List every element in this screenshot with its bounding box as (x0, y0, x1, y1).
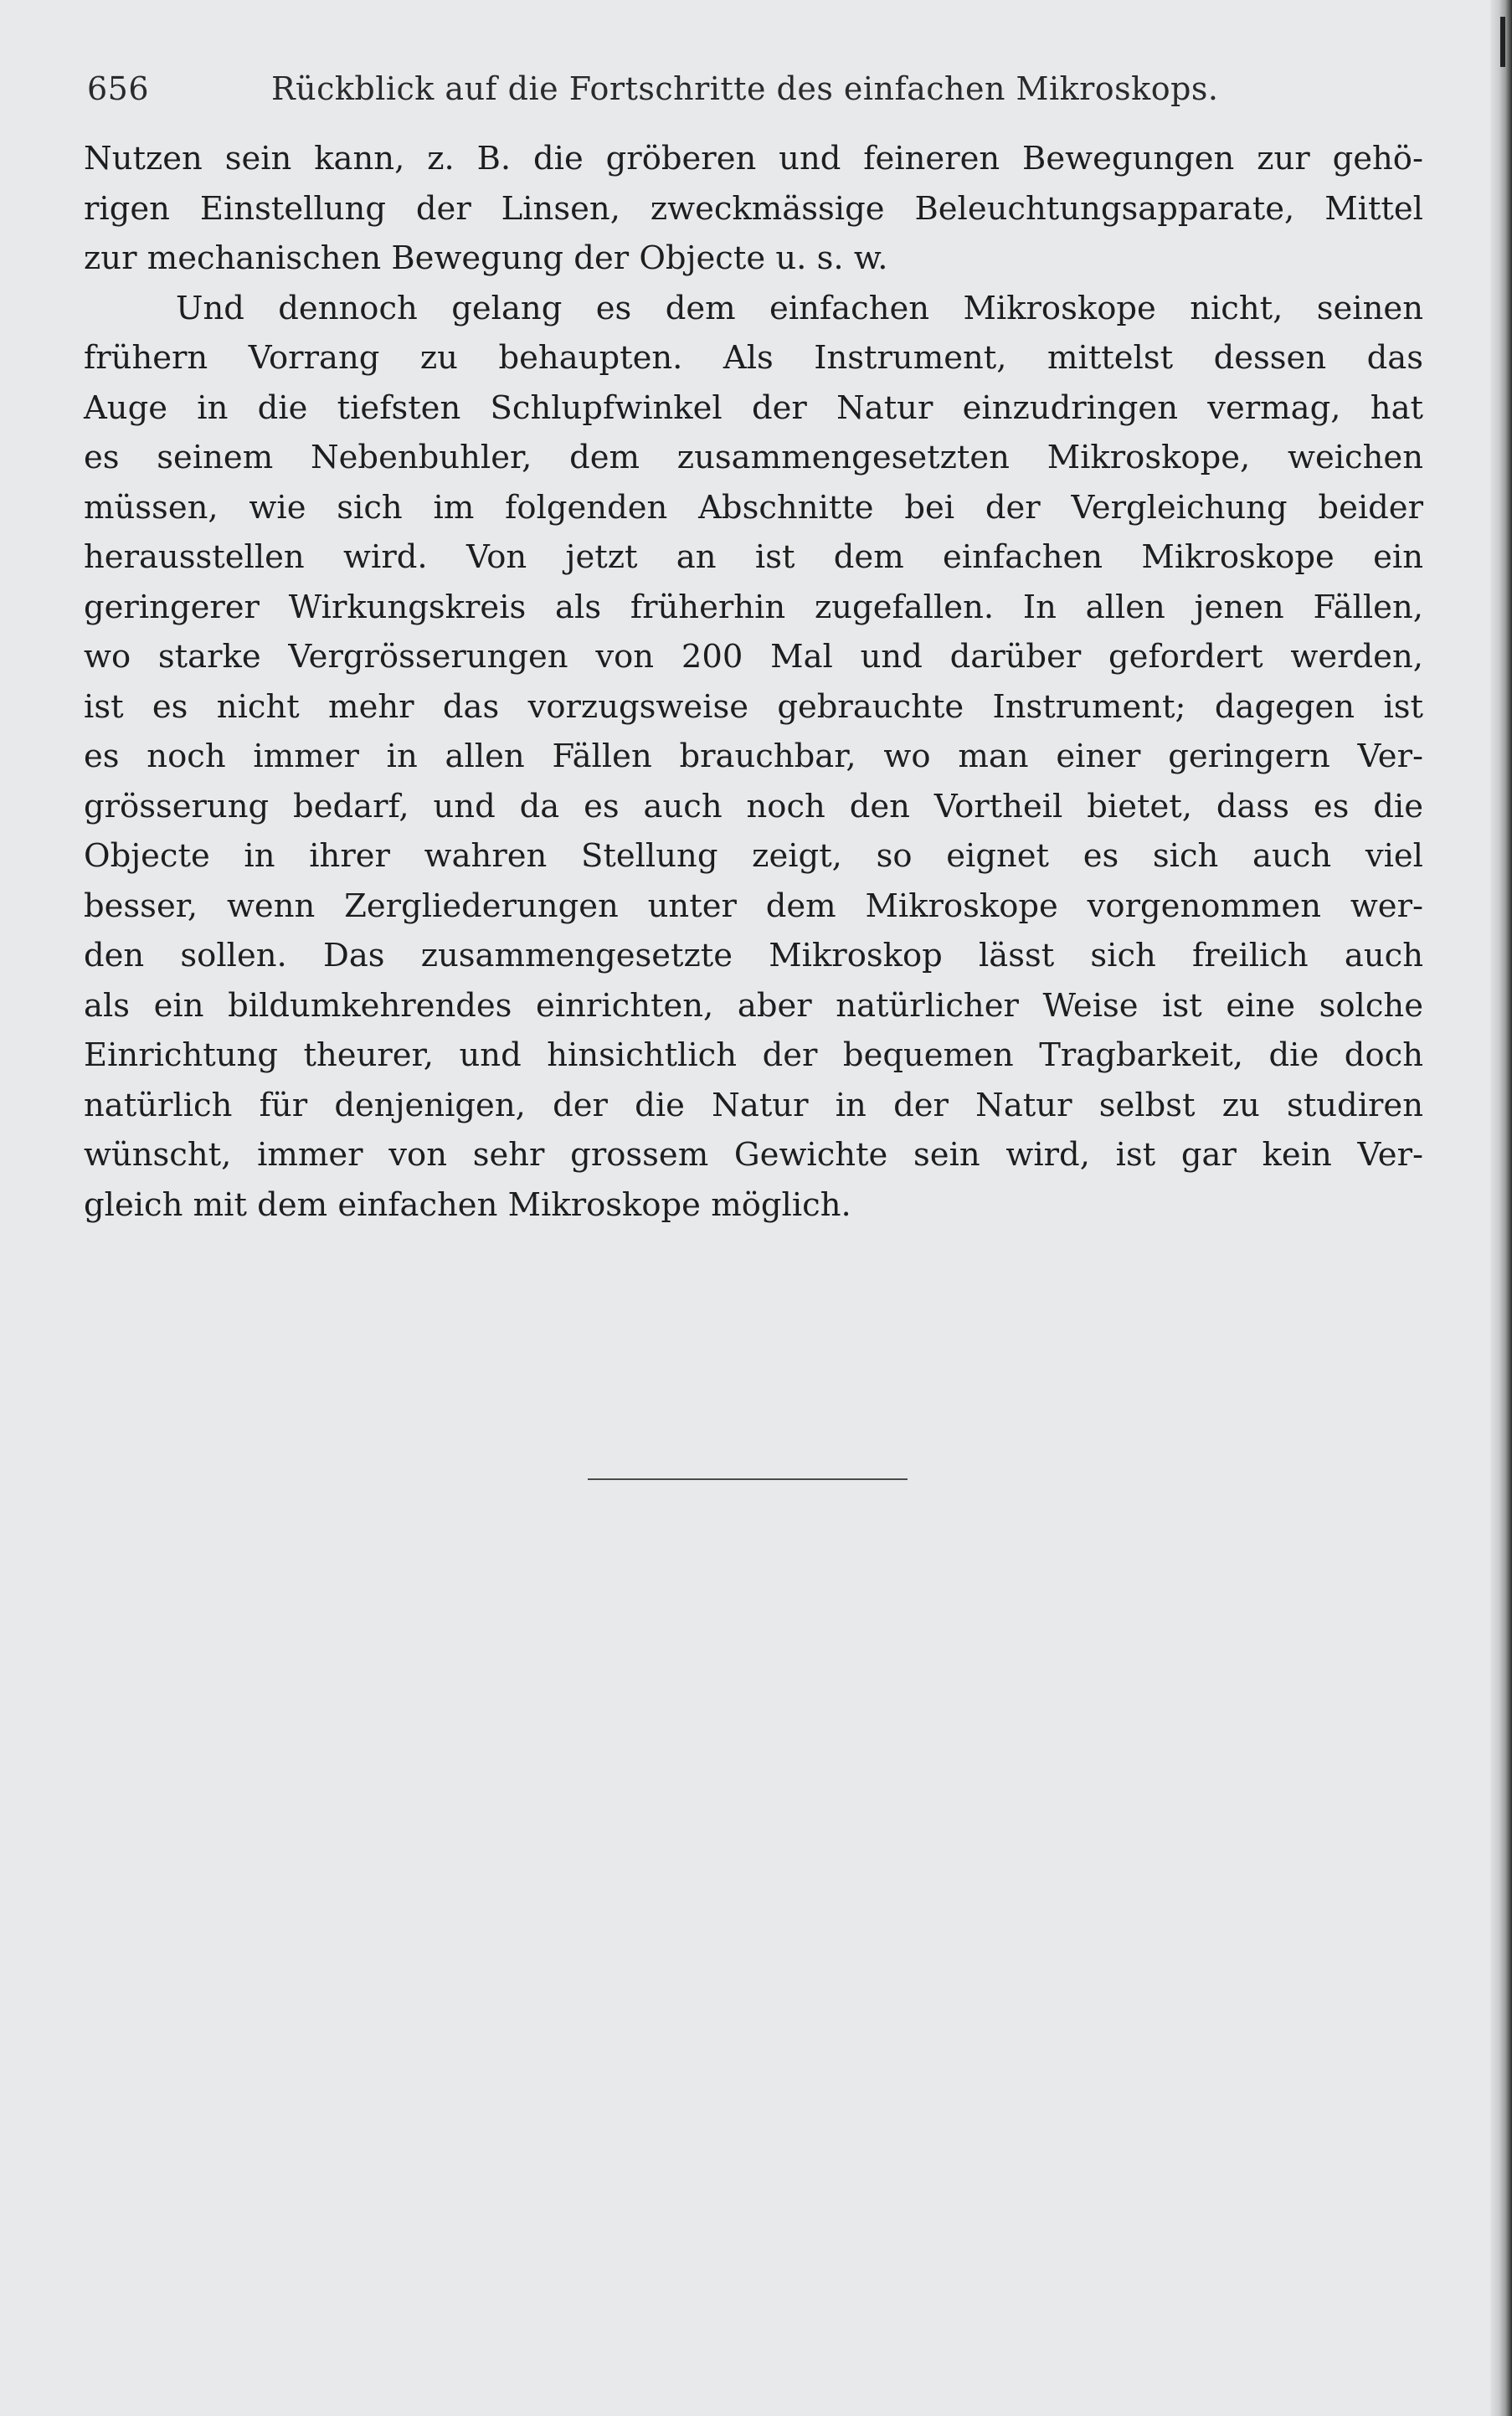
text-line: besser, wenn Zergliederungen unter dem Mikroskope vorgenommen wer- (84, 887, 1423, 925)
text-line: gleich mit dem einfachen Mikroskope möglich. (84, 1185, 851, 1224)
text-line: herausstellen wird. Von jetzt an ist dem einfachen Mikroskope ein (84, 538, 1423, 576)
text-line: als ein bildumkehrendes einrichten, aber natürlicher Weise ist eine solche (84, 986, 1423, 1025)
binding-edge (1490, 0, 1512, 2416)
text-line: den sollen. Das zusammengesetzte Mikroskop lässt sich freilich auch (84, 937, 1423, 974)
text-line: Einrichtung theurer, und hinsichtlich der bequemen Tragbarkeit, die doch (84, 1036, 1423, 1074)
page-number: 656 (87, 70, 150, 107)
running-head (87, 70, 1242, 114)
binding-edge-mark (1500, 17, 1505, 67)
text-line: frühern Vorrang zu behaupten. Als Instrument, mittelst dessen das (84, 339, 1423, 377)
text-line: Nutzen sein kann, z. B. die gröberen und feineren Bewegungen zur gehö- (84, 140, 1423, 177)
text-line: natürlich für denjenigen, der die Natur in der Natur selbst zu studiren (84, 1086, 1423, 1124)
text-line: Objecte in ihrer wahren Stellung zeigt, so eignet es sich auch viel (84, 837, 1423, 875)
text-line: geringerer Wirkungskreis als früherhin zugefallen. In allen jenen Fällen, (84, 588, 1423, 626)
text-line: grösserung bedarf, und da es auch noch den Vortheil bietet, dass es die (84, 787, 1423, 825)
text-line: es seinem Nebenbuhler, dem zusammengesetzten Mikroskope, weichen (84, 439, 1423, 476)
text-line: zur mechanischen Bewegung der Objecte u. s. w. (84, 239, 888, 277)
paragraph-first-line: Und dennoch gelang es dem einfachen Mikroskope nicht, seinen (176, 289, 1423, 327)
text-line: wo starke Vergrösserungen von 200 Mal und darüber gefordert werden, (84, 638, 1423, 676)
text-line: wünscht, immer von sehr grossem Gewichte sein wird, ist gar kein Ver- (84, 1136, 1423, 1174)
text-line: rigen Einstellung der Linsen, zweckmässige Beleuchtungsapparate, Mittel (84, 189, 1423, 228)
text-line: ist es nicht mehr das vorzugsweise gebrauchte Instrument; dagegen ist (84, 687, 1423, 726)
text-line: es noch immer in allen Fällen brauchbar, wo man einer geringern Ver- (84, 738, 1423, 775)
section-end-rule (588, 1478, 908, 1480)
text-line: Auge in die tiefsten Schlupfwinkel der Natur einzudringen vermag, hat (84, 388, 1423, 427)
body-text (84, 134, 1423, 1230)
text-line: müssen, wie sich im folgenden Abschnitte bei der Vergleichung beider (84, 488, 1423, 527)
running-title: Rückblick auf die Fortschritte des einfachen Mikroskops. (271, 70, 1219, 107)
